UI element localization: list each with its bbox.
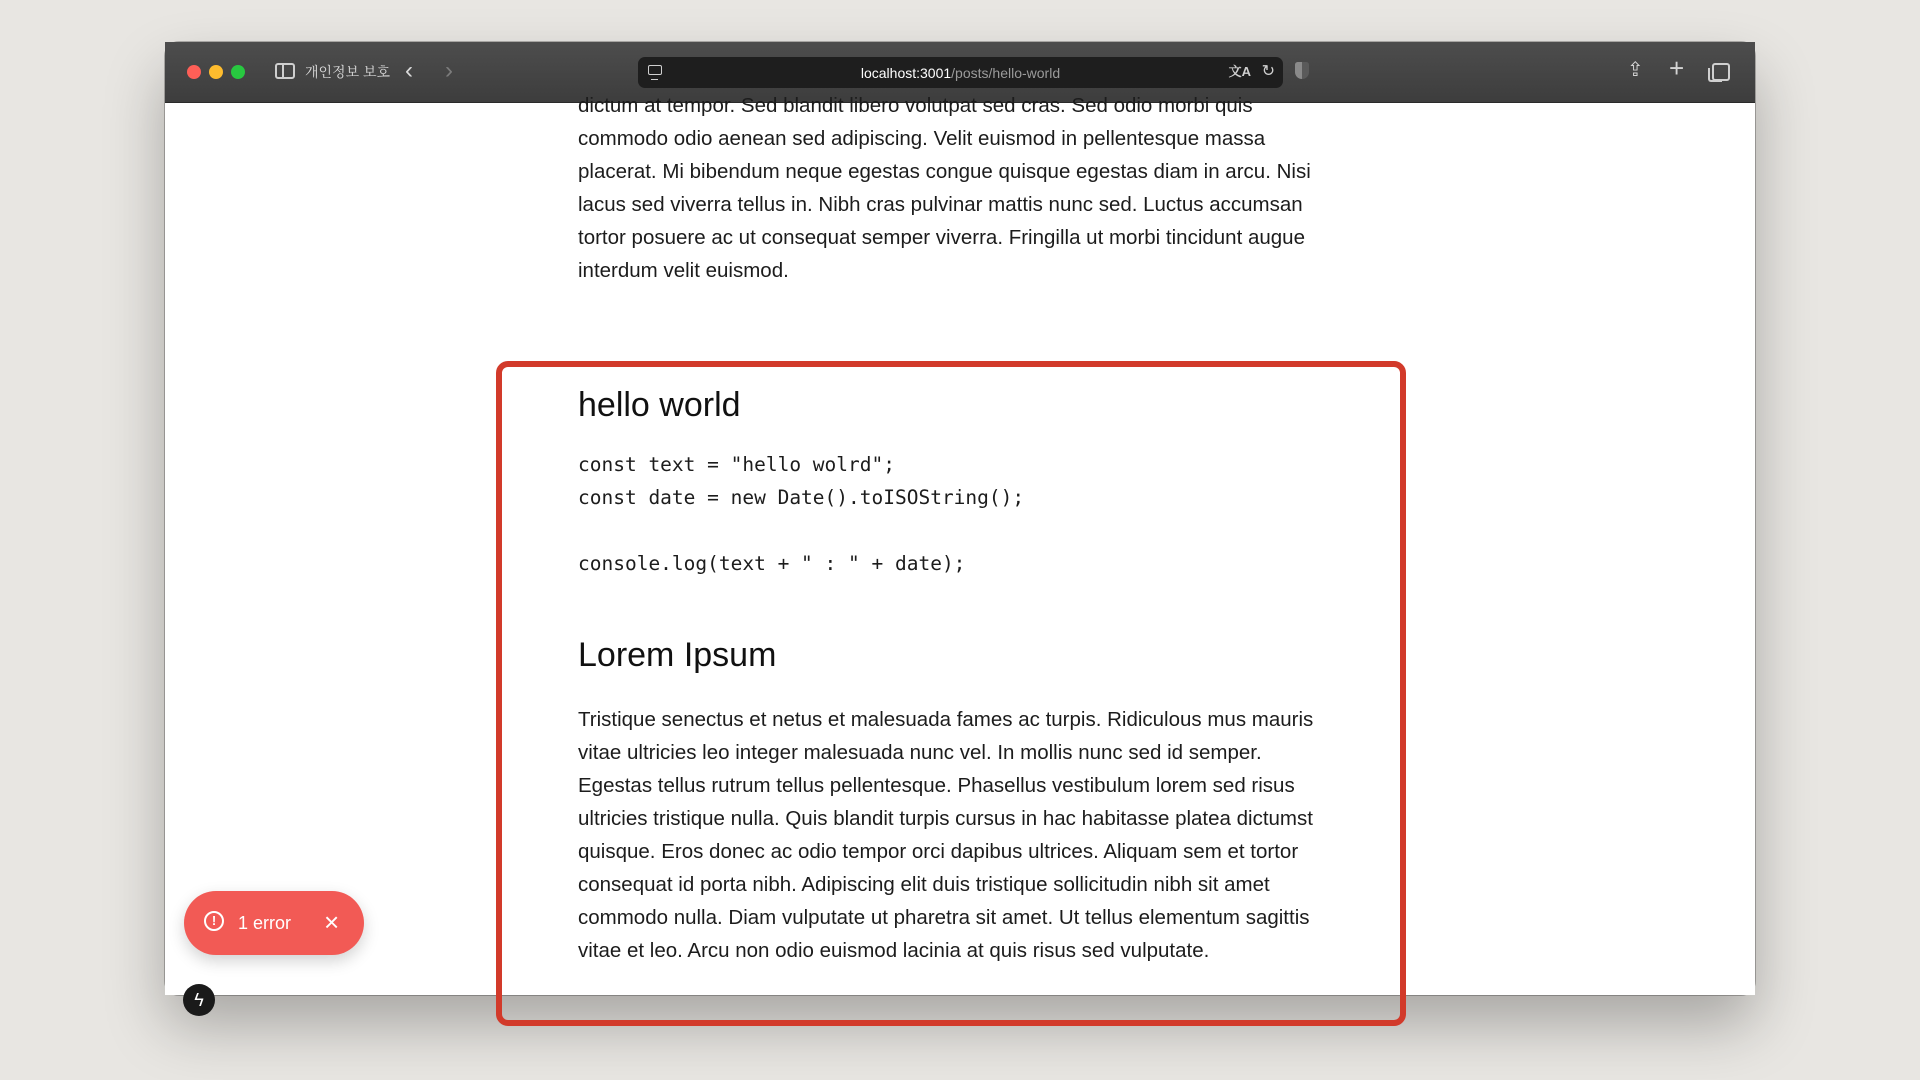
url-host: localhost:3001 [860, 65, 952, 81]
page-content [165, 94, 1755, 1010]
address-bar[interactable] [638, 57, 1283, 88]
url-path: /posts/hello-world [951, 65, 1061, 81]
heading-lorem-ipsum: Lorem Ipsum [578, 636, 777, 674]
tabs-overview-icon[interactable] [1712, 63, 1730, 81]
heading-hello-world: hello world [578, 386, 741, 424]
error-indicator-button[interactable] [184, 891, 364, 955]
chevron-left-icon[interactable]: ‹ [405, 57, 413, 84]
intro-paragraph: dictum at tempor. Sed blandit libero volutpat sed cras. Sed odio morbi quis commodo odio aenean sed adipiscing. Velit euismod in pellentesque massa placerat. Mi bibendum neque egestas congue quisque egestas diam in arcu. Nisi lacus sed viverra tellus in. Nibh cras pulvinar mattis nunc sed. Luctus accumsan tortor posuere ac ut consequat semper viverra. Fringilla ut morbi tincidunt augue interdum velit euismod. [578, 94, 1311, 282]
lorem-paragraph: Tristique senectus et netus et malesuada fames ac turpis. Ridiculous mus mauris vitae ultricies leo integer malesuada nunc vel. In mollis nunc sed id semper. Egestas tellus rutrum tellus pellentesque. Phasellus vestibulum lorem sed risus ultricies tristique nulla. Quis blandit turpis cursus in hac habitasse platea dictumst quisque. Eros donec ac odio tempor orci dapibus ultrices. Aliquam sem et tortor consequat id porta nibh. Adipiscing elit duis tristique sollicitudin nibh sit amet commodo nulla. Diam vulputate ut pharetra sit amet. Ut tellus elementum sagittis vitae et leo. Arcu non odio euismod lacinia at quis risus sed vulputate. [578, 708, 1314, 962]
lightning-icon[interactable]: ϟ [183, 984, 215, 1016]
code-block: const text = "hello wolrd"; const date = new Date().toISOString(); console.log(text + " : " + date); [578, 453, 1025, 575]
sidebar-icon[interactable] [275, 63, 295, 79]
alert-circle-icon: ! [204, 911, 224, 931]
error-count-label: 1 error [238, 913, 292, 933]
privacy-report-label[interactable]: 개인정보 보호 [305, 64, 391, 80]
plus-icon[interactable]: + [1669, 53, 1685, 83]
shield-icon[interactable] [1295, 62, 1309, 79]
translate-icon[interactable]: 文A [1228, 64, 1251, 79]
share-icon[interactable]: ⇪ [1627, 59, 1644, 81]
chevron-right-icon[interactable]: › [445, 57, 453, 84]
maximize-window-button[interactable] [231, 65, 245, 79]
url-text[interactable] [638, 64, 1283, 82]
reload-icon[interactable]: ↻ [1261, 63, 1275, 80]
close-window-button[interactable] [187, 65, 201, 79]
close-icon[interactable]: × [324, 907, 340, 937]
browser-window [165, 42, 1755, 1010]
minimize-window-button[interactable] [209, 65, 223, 79]
